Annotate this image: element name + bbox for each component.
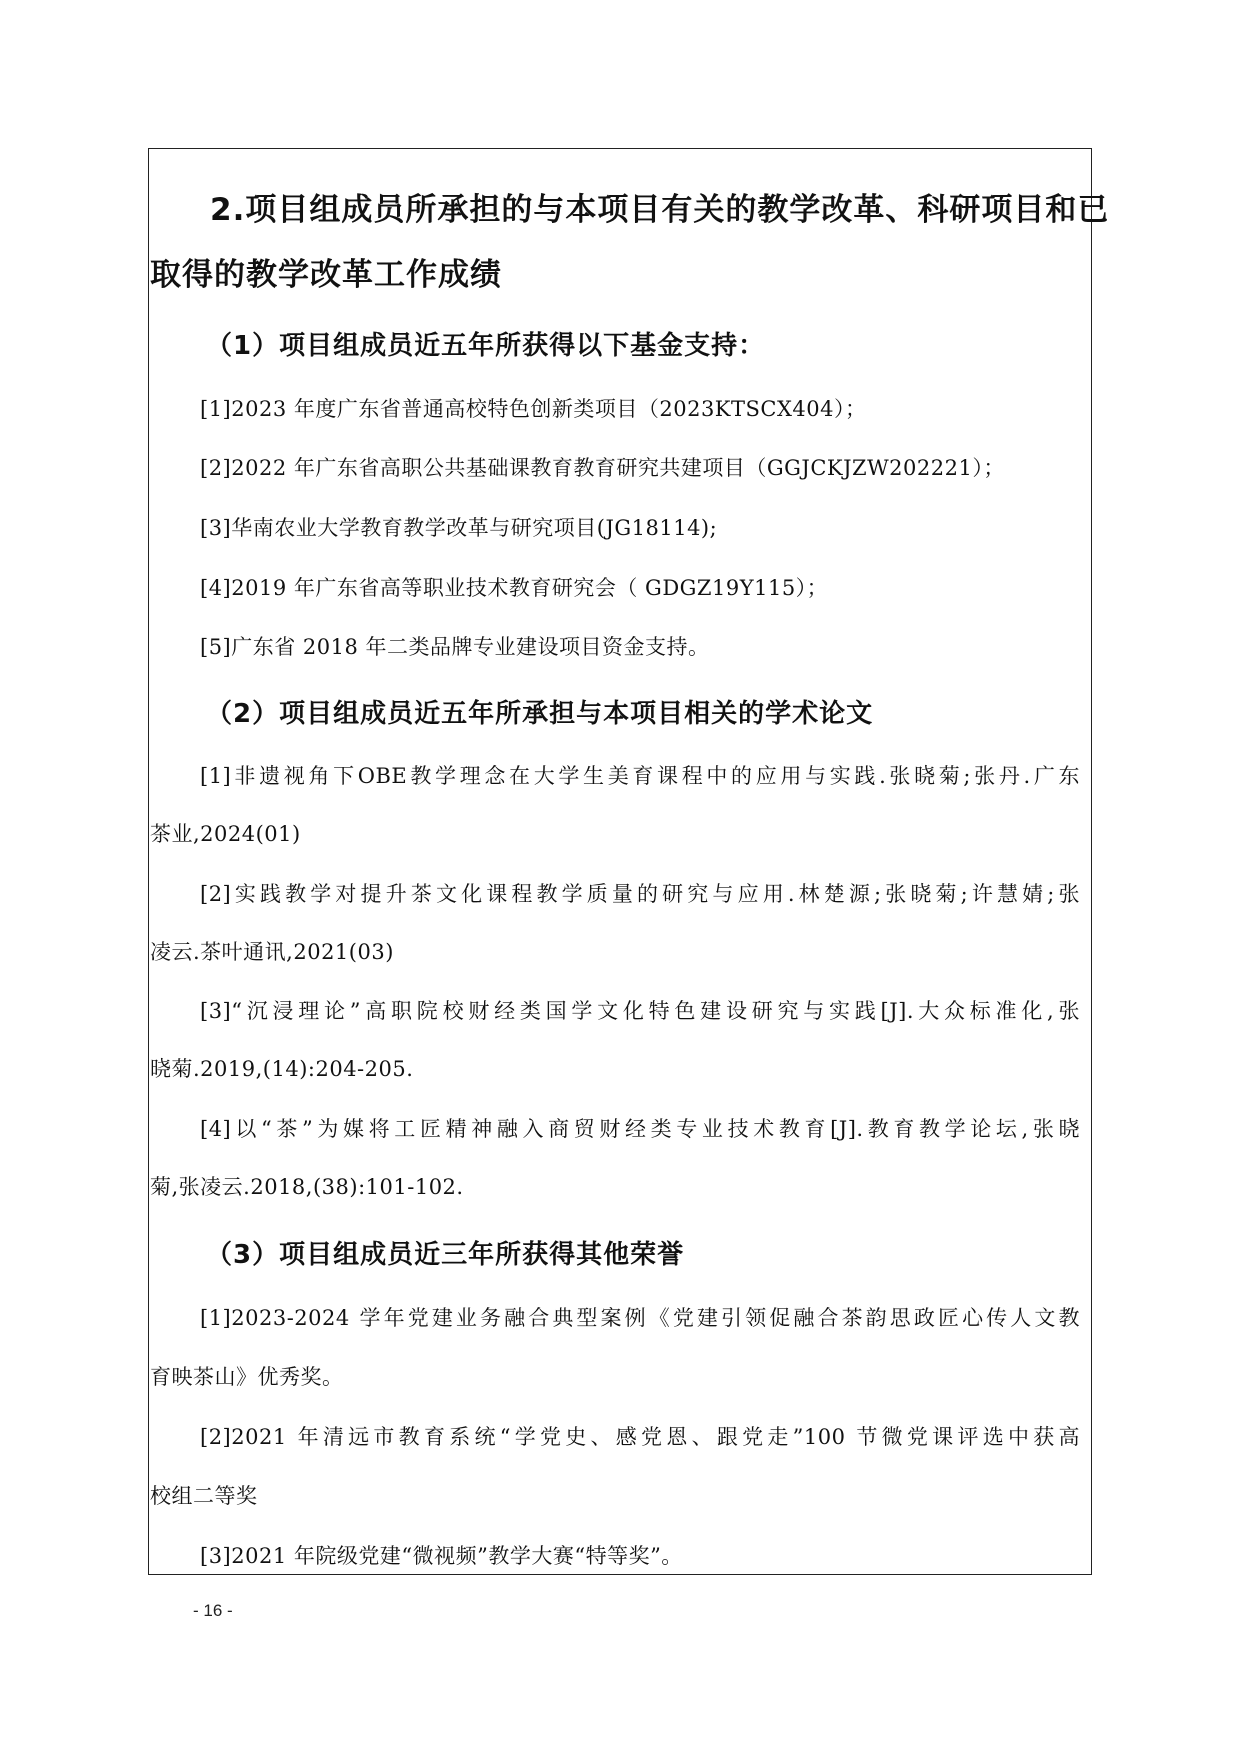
paper-item-line-1: [4]以“茶”为媒将工匠精神融入商贸财经类专业技术教育[J].教育教学论坛,张晓	[200, 1117, 1080, 1141]
funding-item: [1]2023 年度广东省普通高校特色创新类项目（2023KTSCX404）；	[200, 397, 867, 421]
papers-heading: （2）项目组成员近五年所承担与本项目相关的学术论文	[206, 699, 874, 729]
funding-item: [5]广东省 2018 年二类品牌专业建设项目资金支持。	[200, 635, 710, 659]
honor-item-line-2: 育映茶山》优秀奖。	[150, 1365, 344, 1389]
honor-item-line-1: [3]2021 年院级党建“微视频”教学大赛“特等奖”。	[200, 1544, 683, 1568]
section-title-line-1: 2.项目组成员所承担的与本项目有关的教学改革、科研项目和已	[210, 192, 1110, 228]
paper-item-line-1: [3]“沉浸理论”高职院校财经类国学文化特色建设研究与实践[J].大众标准化,张	[200, 999, 1080, 1023]
honor-item-line-2: 校组二等奖	[150, 1484, 258, 1508]
paper-item-line-1: [2]实践教学对提升茶文化课程教学质量的研究与应用.林楚源;张晓菊;许慧婧;张	[200, 882, 1080, 906]
honor-item-line-1: [1]2023-2024 学年党建业务融合典型案例《党建引领促融合茶韵思政匠心传人文教	[200, 1306, 1080, 1330]
paper-item-line-2: 凌云.茶叶通讯,2021(03)	[150, 940, 394, 964]
section-title-line-2: 取得的教学改革工作成绩	[150, 257, 502, 293]
paper-item-line-2: 菊,张凌云.2018,(38):101-102.	[150, 1175, 464, 1199]
funding-item: [4]2019 年广东省高等职业技术教育研究会（ GDGZ19Y115）；	[200, 576, 829, 600]
paper-item-line-2: 茶业,2024(01)	[150, 822, 301, 846]
funding-item: [3]华南农业大学教育教学改革与研究项目(JG18114);	[200, 516, 718, 540]
honors-heading: （3）项目组成员近三年所获得其他荣誉	[206, 1240, 685, 1270]
honor-item-line-1: [2]2021 年清远市教育系统“学党史、感党恩、跟党走”100 节微党课评选中获高	[200, 1425, 1080, 1449]
funding-heading: （1）项目组成员近五年所获得以下基金支持：	[206, 331, 766, 361]
paper-item-line-2: 晓菊.2019,(14):204-205.	[150, 1057, 414, 1081]
paper-item-line-1: [1]非遗视角下OBE教学理念在大学生美育课程中的应用与实践.张晓菊;张丹.广东	[200, 764, 1080, 788]
page-number: - 16 -	[193, 1601, 233, 1620]
funding-item: [2]2022 年广东省高职公共基础课教育教育研究共建项目（GGJCKJZW202221）；	[200, 456, 1005, 480]
